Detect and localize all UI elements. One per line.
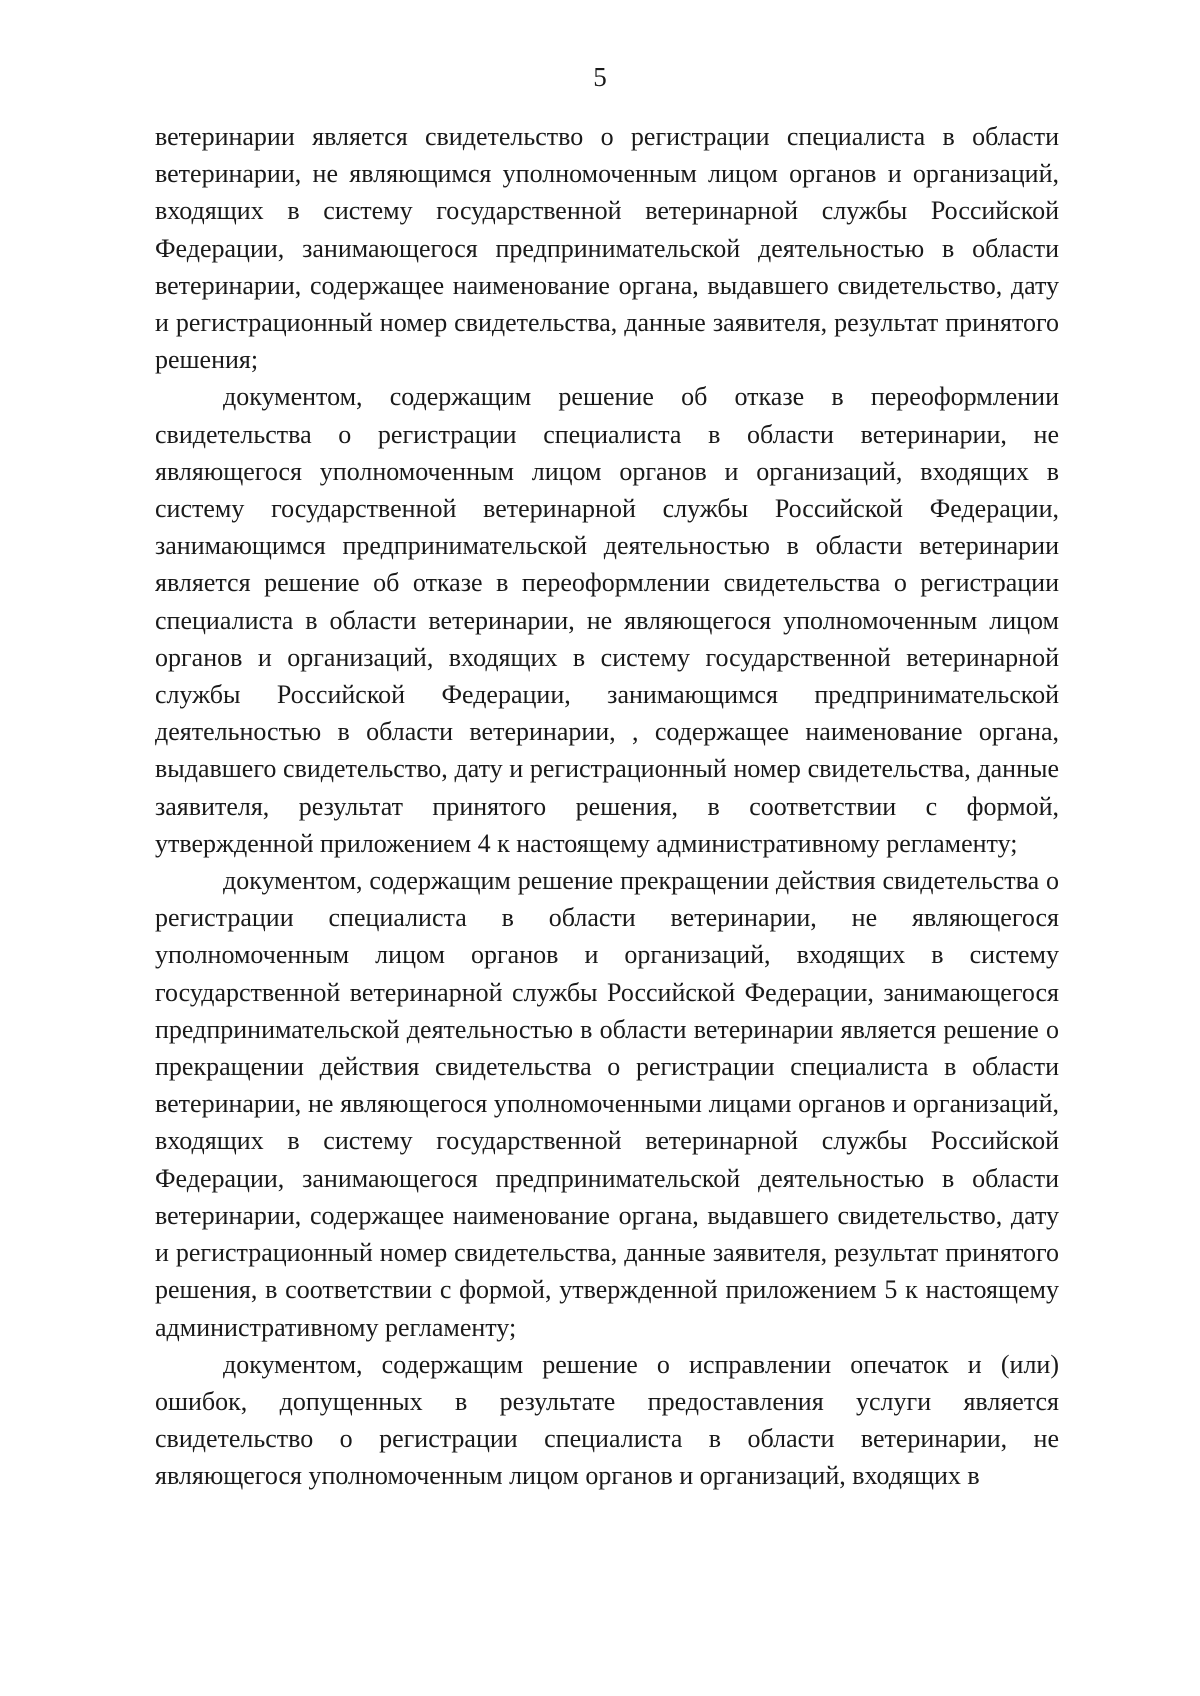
paragraph-2: документом, содержащим решение об отказе в переоформлении свидетельства о регистрации специалиста в области ветеринарии, не являющегося уполномоченным лицом органов и организаций, входящих в систему государственной ветеринарной службы Российской Федерации, занимающимся предпринимательской деятельностью в области ветеринарии является решение об отказе в переоформлении свидетельства о регистрации специалиста в области ветеринарии, не являющегося уполномоченным лицом органов и организаций, входящих в систему государственной ветеринарной службы Российской Федерации, занимающимся предпринимательской деятельностью в области ветеринарии, , содержащее наименование органа, выдавшего свидетельство, дату и регистрационный номер свидетельства, данные заявителя, результат принятого решения, в соответствии с формой, утвержденной приложением 4 к настоящему административному регламенту; (155, 382, 1059, 858)
paragraph-1: ветеринарии является свидетельство о регистрации специалиста в области ветеринарии, не являющимся уполномоченным лицом органов и организаций, входящих в систему государственной ветеринарной службы Российской Федерации, занимающегося предпринимательской деятельностью в области ветеринарии, содержащее наименование органа, выдавшего свидетельство, дату и регистрационный номер свидетельства, данные заявителя, результат принятого решения; (155, 122, 1059, 375)
paragraph-3: документом, содержащим решение прекращении действия свидетельства о регистрации специалиста в области ветеринарии, не являющегося уполномоченным лицом органов и организаций, входящих в систему государственной ветеринарной службы Российской Федерации, занимающегося предпринимательской деятельностью в области ветеринарии является решение о прекращении действия свидетельства о регистрации специалиста в области ветеринарии, не являющегося уполномоченными лицами органов и организаций, входящих в систему государственной ветеринарной службы Российской Федерации, занимающегося предпринимательской деятельностью в области ветеринарии, содержащее наименование органа, выдавшего свидетельство, дату и регистрационный номер свидетельства, данные заявителя, результат принятого решения, в соответствии с формой, утвержденной приложением 5 к настоящему административному регламенту; (155, 866, 1059, 1342)
document-body (155, 118, 1059, 1495)
page-number: 5 (593, 62, 607, 92)
paragraph-4: документом, содержащим решение о исправлении опечаток и (или) ошибок, допущенных в результате предоставления услуги является свидетельство о регистрации специалиста в области ветеринарии, не являющегося уполномоченным лицом органов и организаций, входящих в (155, 1349, 1059, 1491)
